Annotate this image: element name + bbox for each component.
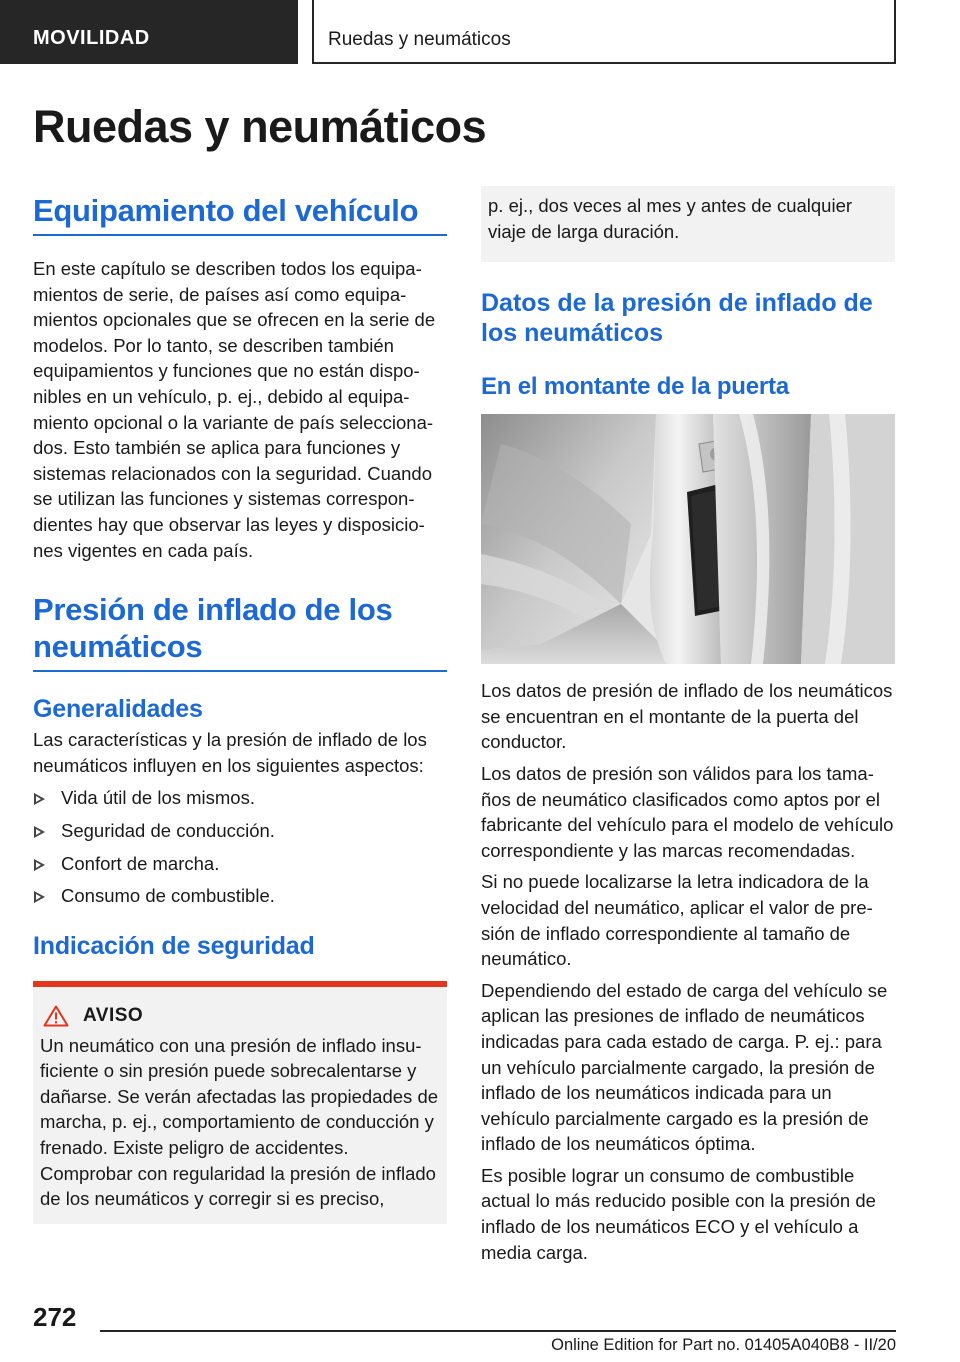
door-pillar-photo: [481, 414, 895, 664]
header-chapter-tab: [312, 0, 896, 64]
paragraph-equipamiento: En este capítulo se describen todos los equipamientos de serie, de países así como equipamientos opcionales que se ofrecen en la serie de modelos. Por lo tanto, se describen también equipamientos y funciones que no están disponibles en un vehículo, p. ej., debido al equipamiento opcional o la variante de país seleccionados. Esto también se aplica para funciones y sistemas relacionados con la seguridad. Cuando se utilizan las funciones y sistemas correspondientes hay que observar las leyes y disposiciones vigentes en cada país.: [33, 258, 436, 561]
paragraph-datos-5: Es posible lograr un consumo de combustible actual lo más reducido posible con la presión de inflado de los neumáticos ECO y el vehículo a media carga.: [481, 1164, 876, 1263]
heading-montante: En el montante de la puerta: [481, 373, 789, 401]
warning-box-continued: [481, 186, 895, 262]
list-item: Vida útil de los mismos.: [33, 785, 447, 811]
triangle-bullet-icon: [34, 793, 45, 805]
aspects-list: [33, 785, 447, 908]
triangle-bullet-icon: [34, 826, 45, 838]
warning-box: [33, 981, 447, 1224]
list-item: Seguridad de conducción.: [33, 818, 447, 844]
footer-divider: [100, 1330, 896, 1332]
footer-edition: Online Edition for Part no. 01405A040B8 - II/20: [551, 1336, 896, 1354]
paragraph-datos-2: Los datos de presión son válidos para los tamaños de neumático clasificados como aptos por el fabricante del vehículo para el modelo de vehículo correspondiente y las marcas recomendadas.: [481, 762, 894, 861]
heading-generalidades: Generalidades: [33, 695, 203, 724]
warning-text: Un neumático con una presión de inflado insuficiente o sin presión puede sobrecalentarse y dañarse. Se verán afectadas las propiedades de marcha, p. ej., comportamiento de conducción y frenado. Existe peligro de accidentes. Comprobar con regularidad la presión de inflado de los neumáticos y corregir si es preciso,: [40, 1034, 439, 1210]
page-title: Ruedas y neumáticos: [33, 101, 487, 152]
heading-datos-presion: Datos de la presión de inflado de los neumáticos: [481, 289, 873, 348]
paragraph-datos-3: Si no puede localizarse la letra indicadora de la velocidad del neumático, aplicar el valor de presión de inflado correspondiente al tamaño de neumático.: [481, 871, 873, 970]
left-column: [33, 192, 447, 1224]
warning-text-continued: p. ej., dos veces al mes y antes de cualquier viaje de larga duración.: [488, 195, 853, 242]
paragraph-datos-1: Los datos de presión de inflado de los neumáticos se encuentran en el montante de la puerta del conductor.: [481, 680, 893, 753]
triangle-bullet-icon: [34, 859, 45, 871]
triangle-bullet-icon: [34, 891, 45, 903]
heading-presion: Presión de inflado de los neumáticos: [33, 591, 447, 672]
warning-header: [40, 1005, 439, 1027]
header-section-tab: [0, 0, 298, 64]
list-item: Consumo de combustible.: [33, 883, 447, 909]
paragraph-generalidades: Las características y la presión de inflado de los neumáticos influyen en los siguientes aspectos:: [33, 729, 427, 776]
header-chapter-label: Ruedas y neumáticos: [328, 29, 511, 50]
heading-indicacion: Indicación de seguridad: [33, 931, 315, 960]
header-section-label: MOVILIDAD: [33, 27, 150, 49]
page-number: 272: [33, 1302, 77, 1332]
warning-label: AVISO: [83, 1004, 144, 1026]
warning-triangle-icon: [43, 1005, 69, 1027]
paragraph-datos-4: Dependiendo del estado de carga del vehículo se aplican las presiones de inflado de neumáticos indicadas para cada estado de carga. P. ej.: para un vehículo parcialmente cargado, la presión de inflado de los neumáticos indicada para un vehículo parcialmente cargado es la presión de inflado de los neumáticos óptima.: [481, 979, 888, 1155]
right-column: [481, 186, 895, 1265]
list-item: Confort de marcha.: [33, 851, 447, 877]
heading-equipamiento: Equipamiento del vehículo: [33, 192, 447, 236]
